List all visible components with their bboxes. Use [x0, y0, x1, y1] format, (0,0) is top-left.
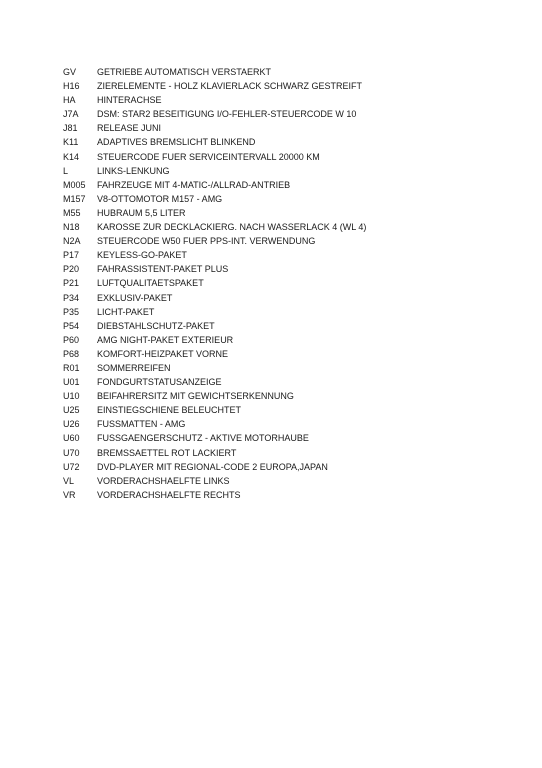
option-code: U01: [63, 377, 80, 388]
list-item: [63, 121, 366, 135]
list-item: [63, 135, 366, 149]
option-code: L: [63, 165, 69, 176]
option-description: FONDGURTSTATUSANZEIGE: [97, 377, 222, 388]
option-code: J81: [63, 123, 78, 134]
option-code: J7A: [63, 109, 79, 120]
option-description: KEYLESS-GO-PAKET: [97, 250, 187, 261]
list-item: [63, 220, 366, 234]
option-description: HUBRAUM 5,5 LITER: [97, 207, 186, 218]
option-description: VORDERACHSHAELFTE RECHTS: [97, 489, 241, 500]
list-item: [63, 319, 366, 333]
option-code: N2A: [63, 236, 81, 247]
option-description: BREMSSAETTEL ROT LACKIERT: [97, 447, 237, 458]
option-description: STEUERCODE FUER SERVICEINTERVALL 20000 KM: [97, 151, 320, 162]
option-code: U25: [63, 405, 80, 416]
list-item: [63, 431, 366, 445]
list-item: [63, 248, 366, 262]
option-code: R01: [63, 362, 80, 373]
option-code: VR: [63, 489, 76, 500]
option-code: N18: [63, 222, 80, 233]
option-description: KOMFORT-HEIZPAKET VORNE: [97, 348, 229, 359]
option-code: U72: [63, 461, 80, 472]
option-code: P60: [63, 334, 80, 345]
list-item: [63, 107, 366, 121]
option-description: LUFTQUALITAETSPAKET: [97, 278, 204, 289]
list-item: [63, 403, 366, 417]
option-code: U10: [63, 391, 80, 402]
list-item: [63, 291, 366, 305]
option-code: P35: [63, 306, 80, 317]
option-description: V8-OTTOMOTOR M157 - AMG: [97, 193, 223, 204]
list-item: [63, 333, 366, 347]
option-code: U70: [63, 447, 80, 458]
option-code: K14: [63, 151, 80, 162]
option-description: HINTERACHSE: [97, 95, 162, 106]
list-item: [63, 389, 366, 403]
list-item: [63, 488, 366, 502]
list-item: [63, 65, 366, 79]
option-description: RELEASE JUNI: [97, 123, 162, 134]
option-description: ZIERELEMENTE - HOLZ KLAVIERLACK SCHWARZ GESTREIFT: [97, 81, 363, 92]
option-code: P17: [63, 250, 80, 261]
list-item: [63, 178, 366, 192]
option-description: STEUERCODE W50 FUER PPS-INT. VERWENDUNG: [97, 236, 316, 247]
option-code: P34: [63, 292, 80, 303]
list-item: [63, 150, 366, 164]
option-code: VL: [63, 475, 75, 486]
option-description: BEIFAHRERSITZ MIT GEWICHTSERKENNUNG: [97, 391, 294, 402]
option-description: FUSSGAENGERSCHUTZ - AKTIVE MOTORHAUBE: [97, 433, 309, 444]
option-description: DSM: STAR2 BESEITIGUNG I/O-FEHLER-STEUERCODE W 10: [97, 109, 357, 120]
option-code: M55: [63, 207, 81, 218]
list-item: [63, 93, 366, 107]
option-description: ADAPTIVES BREMSLICHT BLINKEND: [97, 137, 256, 148]
list-item: [63, 375, 366, 389]
option-description: FUSSMATTEN - AMG: [97, 419, 186, 430]
option-code: M157: [63, 193, 86, 204]
option-code: P68: [63, 348, 80, 359]
option-code: U26: [63, 419, 80, 430]
list-item: [63, 417, 366, 431]
list-item: [63, 460, 366, 474]
option-description: SOMMERREIFEN: [97, 362, 171, 373]
option-description: LICHT-PAKET: [97, 306, 155, 317]
list-item: [63, 192, 366, 206]
option-code-list: [63, 65, 366, 502]
option-description: KAROSSE ZUR DECKLACKIERG. NACH WASSERLACK 4 (WL 4): [97, 222, 367, 233]
option-description: LINKS-LENKUNG: [97, 165, 170, 176]
option-code: H16: [63, 81, 80, 92]
option-description: VORDERACHSHAELFTE LINKS: [97, 475, 230, 486]
list-item: [63, 446, 366, 460]
option-description: EXKLUSIV-PAKET: [97, 292, 173, 303]
option-code: P54: [63, 320, 80, 331]
option-description: DIEBSTAHLSCHUTZ-PAKET: [97, 320, 215, 331]
list-item: [63, 474, 366, 488]
list-item: [63, 305, 366, 319]
list-item: [63, 234, 366, 248]
option-code: U60: [63, 433, 80, 444]
option-description: EINSTIEGSCHIENE BELEUCHTET: [97, 405, 242, 416]
list-item: [63, 206, 366, 220]
option-code: K11: [63, 137, 79, 148]
option-description: GETRIEBE AUTOMATISCH VERSTAERKT: [97, 67, 272, 77]
list-item: [63, 347, 366, 361]
option-code: M005: [63, 179, 86, 190]
option-description: AMG NIGHT-PAKET EXTERIEUR: [97, 334, 234, 345]
option-code: P21: [63, 278, 80, 289]
list-item: [63, 79, 366, 93]
option-code: GV: [63, 67, 77, 77]
option-description: DVD-PLAYER MIT REGIONAL-CODE 2 EUROPA,JAPAN: [97, 461, 328, 472]
option-code: P20: [63, 264, 80, 275]
option-description: FAHRASSISTENT-PAKET PLUS: [97, 264, 229, 275]
option-code: HA: [63, 95, 76, 106]
option-description: FAHRZEUGE MIT 4-MATIC-/ALLRAD-ANTRIEB: [97, 179, 291, 190]
list-item: [63, 262, 366, 276]
list-item: [63, 361, 366, 375]
list-item: [63, 276, 366, 290]
list-item: [63, 164, 366, 178]
